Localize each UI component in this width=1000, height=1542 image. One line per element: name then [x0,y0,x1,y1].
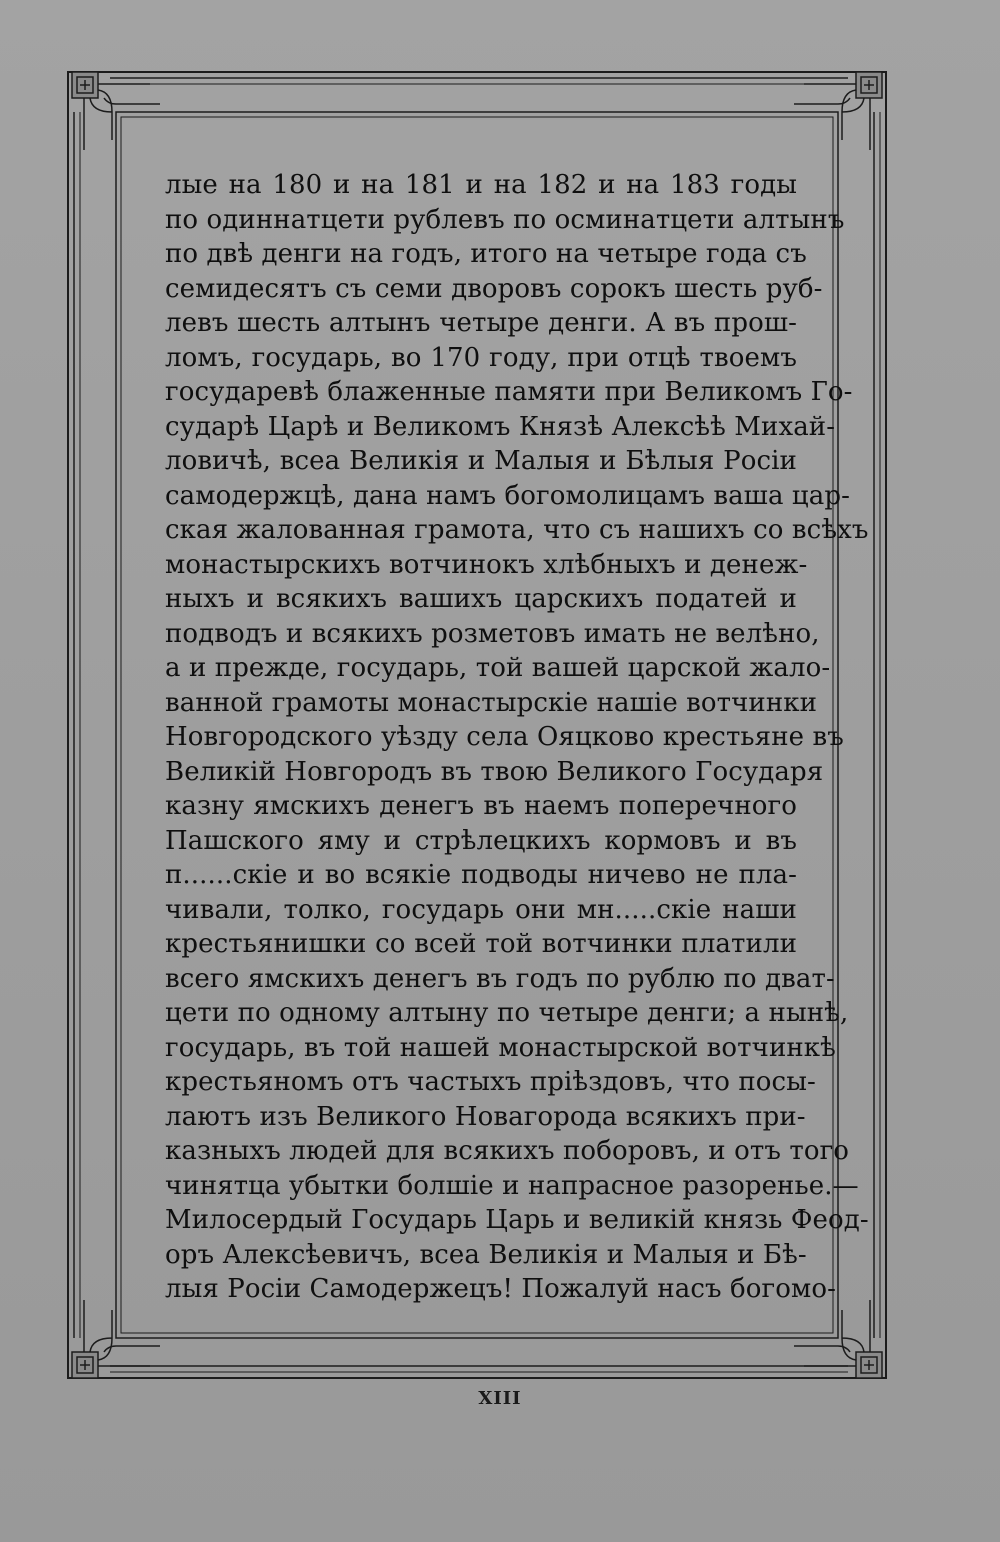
text-line: крестьяномъ отъ частыхъ прiѣздовъ, что посы- [165,1067,816,1097]
text-line: Милосердый Государь Царь и великій князь Феод- [165,1205,869,1235]
text-line: Великій Новгородъ въ твою Великого Государя [165,756,824,787]
text-line: чивали, толко, государь они мн.....скіе наши [165,894,797,925]
text-line: казну ямскихъ денегъ въ наемъ поперечного [165,791,797,821]
text-line: государь, въ той нашей монастырской вотчинкѣ [165,1032,836,1063]
text-line: ванной грамоты монастырскіе нашіе вотчинки [165,687,818,718]
body-text [165,168,869,1307]
text-line: по одиннатцети рублевъ по осминатцети алтынъ [165,204,845,235]
text-line: крестьянишки со всей той вотчинки платили [165,929,797,959]
text-line: чинятца убытки болшiе и напрасное разоренье.— [165,1170,859,1201]
text-line: Новгородского уѣзду села Ояцково крестьяне въ [165,722,844,752]
text-line: лыя Росіи Самодержецъ! Пожалуй насъ богомо- [165,1274,836,1304]
text-line: по двѣ денги на годъ, итого на четыре года съ [165,239,807,269]
text-line: п......скіе и во всякіе подводы ничево не пла- [165,860,797,890]
text-line: всего ямскихъ денегъ въ годъ по рублю по дват- [165,963,835,994]
page-number: XIII [478,1388,522,1409]
text-line: оръ Алексѣевичъ, всеа Великія и Малыя и Бѣ- [165,1239,807,1270]
text-line: ловичѣ, всеа Великія и Малыя и Бѣлыя Росіи [165,446,797,476]
text-line: семидесятъ съ семи дворовъ сорокъ шесть руб- [165,273,823,304]
text-line: лаютъ изъ Великого Новагорода всякихъ при- [165,1101,806,1132]
text-line: монастырскихъ вотчинокъ хлѣбныхъ и денеж- [165,549,808,580]
text-line: цети по одному алтыну по четыре денги; а нынѣ, [165,998,849,1028]
text-line: казныхъ людей для всякихъ поборовъ, и отъ того [165,1136,850,1166]
text-line: лые на 180 и на 181 и на 182 и на 183 годы [165,170,797,200]
text-line: государевѣ блаженные памяти при Великомъ Го- [165,377,853,407]
text-line: ломъ, государь, во 170 году, при отцѣ твоемъ [165,342,797,373]
text-line: ская жалованная грамота, что съ нашихъ со всѣхъ [165,515,869,545]
text-line: ныхъ и всякихъ вашихъ царскихъ податей и [165,584,797,614]
text-line: Пашского яму и стрѣлецкихъ кормовъ и въ [165,825,797,856]
text-line: самодержцѣ, дана намъ богомолицамъ ваша цар- [165,480,850,511]
text-line: сударѣ Царѣ и Великомъ Князѣ Алексѣѣ Михай- [165,411,836,442]
text-line: а и прежде, государь, той вашей царской жало- [165,653,831,683]
text-line: левъ шесть алтынъ четыре денги. А въ прош- [165,308,797,338]
text-line: подводъ и всякихъ розметовъ имать не велѣно, [165,618,820,649]
